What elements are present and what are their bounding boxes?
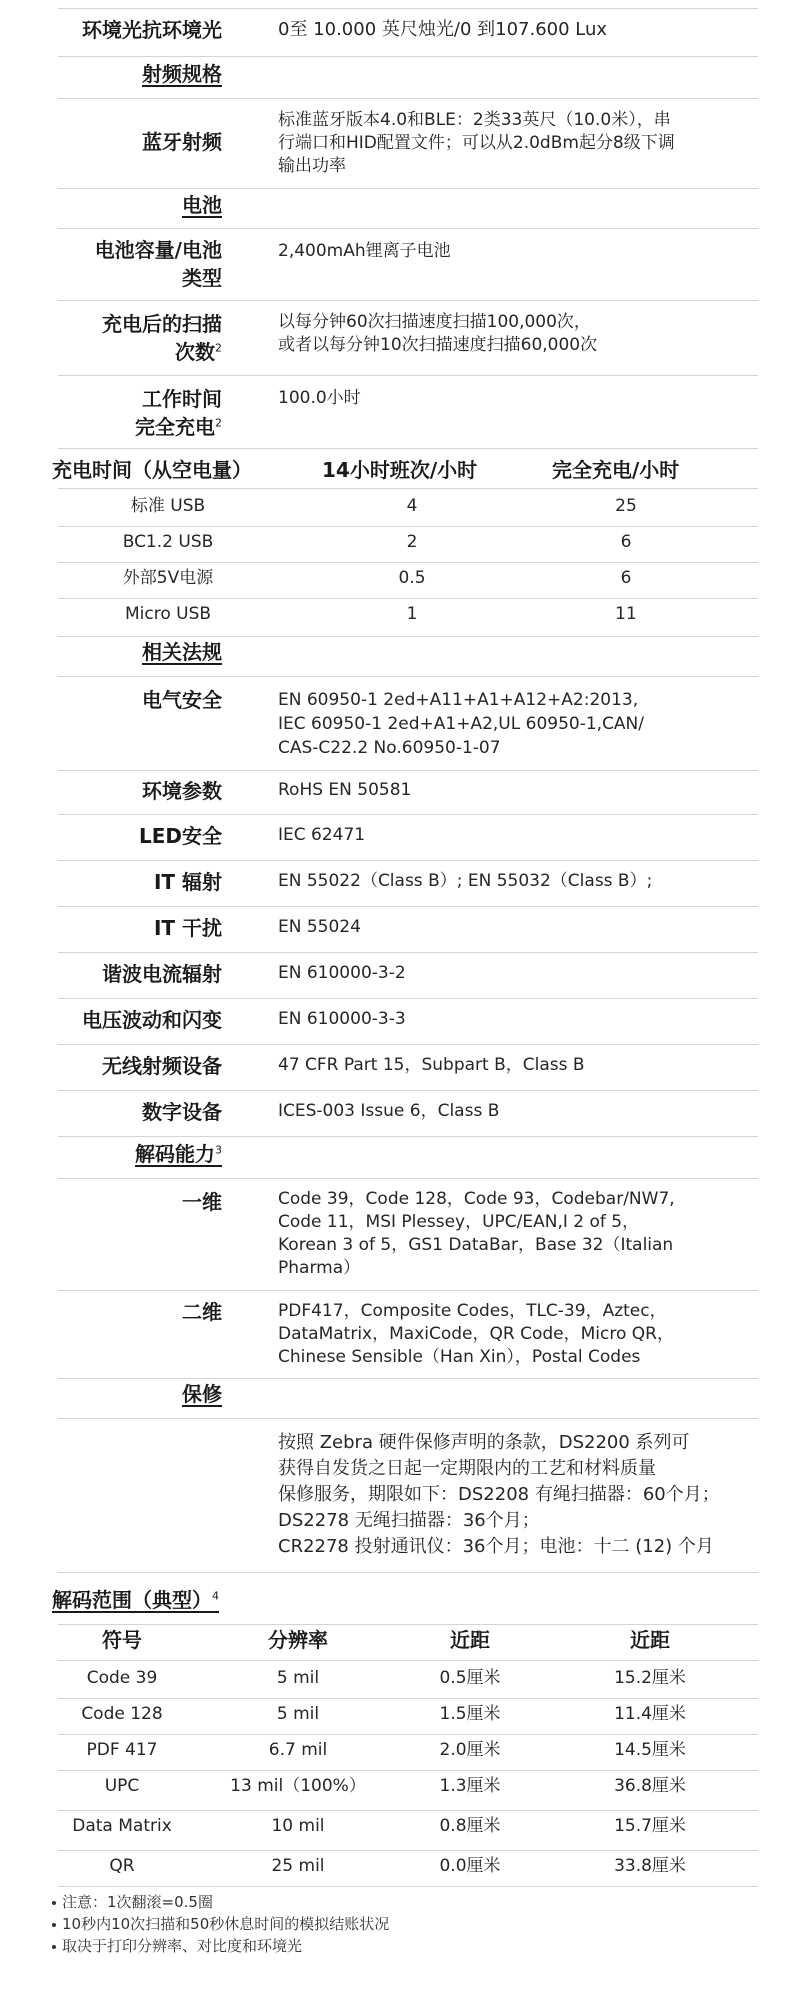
bullet-icon	[52, 1923, 56, 1927]
regulatory-item-label: 电气安全	[142, 688, 222, 712]
two-d-label: 二维	[182, 1300, 222, 1324]
divider	[58, 1572, 758, 1573]
divider	[58, 1044, 758, 1045]
divider	[58, 814, 758, 815]
divider	[58, 448, 758, 449]
regulatory-item-value: IEC 62471	[278, 825, 366, 845]
decode-section-title: 解码能力$^3$	[135, 1142, 222, 1166]
charge-table-header-2: 14小时班次/小时	[322, 458, 478, 482]
ambient-light-label: 环境光抗环境光	[82, 18, 222, 42]
divider	[58, 998, 758, 999]
regulatory-item-label: IT 辐射	[153, 870, 222, 894]
regulatory-item-label: LED安全	[138, 824, 222, 848]
scans-per-charge-value: 以每分钟60次扫描速度扫描100,000次， 或者以每分钟10次扫描速度扫描60,000次	[278, 312, 598, 355]
divider	[58, 1290, 758, 1291]
regulatory-item-label: 谐波电流辐射	[102, 962, 222, 986]
divider	[58, 98, 758, 99]
decode-range-header-resolution: 分辨率	[268, 1628, 328, 1652]
one-d-label: 一维	[182, 1190, 222, 1214]
divider	[58, 56, 758, 57]
battery-section-title: 电池	[182, 193, 222, 217]
divider	[58, 1378, 758, 1379]
decode-range-header-far: 近距	[630, 1628, 670, 1652]
divider	[58, 1698, 758, 1699]
bluetooth-value: 标准蓝牙版本4.0和BLE：2类33英尺（10.0米），串 行端口和HID配置文件；可以从2.0dBm起分8级下调 输出功率	[278, 110, 675, 176]
divider	[58, 1660, 758, 1661]
ambient-light-value: 0至 10.000 英尺烛光/0 到107.600 Lux	[278, 19, 608, 40]
divider	[58, 488, 758, 489]
regulatory-item-label: 无线射频设备	[102, 1054, 222, 1078]
divider	[58, 676, 758, 677]
regulatory-item-value: RoHS EN 50581	[278, 780, 412, 800]
divider	[58, 188, 758, 189]
regulatory-item-value: 47 CFR Part 15，Subpart B，Class B	[278, 1055, 585, 1075]
divider	[58, 8, 758, 9]
decode-range-title: 解码范围（典型）$^4$	[52, 1588, 219, 1612]
divider	[58, 906, 758, 907]
divider	[58, 1770, 758, 1771]
divider	[58, 1886, 758, 1887]
divider	[58, 952, 758, 953]
divider	[58, 770, 758, 771]
divider	[58, 562, 758, 563]
footnote: 取决于打印分辨率、对比度和环境光	[52, 1936, 302, 1956]
divider	[58, 1734, 758, 1735]
regulatory-item-value: EN 55022（Class B）; EN 55032（Class B）;	[278, 871, 653, 891]
regulatory-item-value: EN 610000-3-2	[278, 963, 406, 983]
scans-per-charge-label: 充电后的扫描 次数$^2$	[102, 312, 222, 364]
divider	[58, 598, 758, 599]
divider	[58, 300, 758, 301]
bullet-icon	[52, 1945, 56, 1949]
divider	[58, 1624, 758, 1625]
one-d-value: Code 39，Code 128，Code 93，Codebar/NW7, Code 11，MSI Plessey，UPC/EAN,I 2 of 5， Korean 3 of 5，GS1 DataBar，Base 32（Italian Pharma）	[278, 1189, 675, 1278]
divider	[58, 1090, 758, 1091]
battery-capacity-value: 2,400mAh锂离子电池	[278, 241, 451, 261]
runtime-value: 100.0小时	[278, 388, 361, 408]
bluetooth-label: 蓝牙射频	[142, 130, 222, 154]
divider	[58, 1850, 758, 1851]
regulatory-item-value: ICES-003 Issue 6，Class B	[278, 1101, 500, 1121]
rf-section-title: 射频规格	[142, 62, 222, 86]
divider	[58, 1810, 758, 1811]
warranty-value: 按照 Zebra 硬件保修声明的条款，DS2200 系列可 获得自发货之日起一定期限内的工艺和材料质量 保修服务，期限如下：DS2208 有绳扫描器：60个月； DS2278 无绳扫描器：36个月； CR2278 投射通讯仪：36个月；电池：十二 (12) 个月	[278, 1432, 720, 1557]
runtime-label: 工作时间 完全充电$^2$	[135, 387, 222, 439]
footnote: 注意：1次翻滚=0.5圈	[52, 1892, 213, 1912]
divider	[58, 1418, 758, 1419]
decode-range-header-near: 近距	[450, 1628, 490, 1652]
decode-range-header-symbol: 符号	[102, 1628, 142, 1652]
footnote: 10秒内10次扫描和50秒休息时间的模拟结账状况	[52, 1914, 389, 1934]
battery-capacity-label: 电池容量/电池 类型	[94, 238, 222, 290]
divider	[58, 636, 758, 637]
bullet-icon	[52, 1901, 56, 1905]
divider	[58, 228, 758, 229]
regulatory-item-value: EN 60950-1 2ed+A11+A1+A12+A2:2013, IEC 60950-1 2ed+A1+A2,UL 60950-1,CAN/ CAS-C22.2 No.60950-1-07	[278, 690, 645, 758]
regulatory-item-label: 环境参数	[142, 779, 222, 803]
spec-sheet: 环境光抗环境光 0至 10.000 英尺烛光/0 到107.600 Lux 射频规格 蓝牙射频 标准蓝牙版本4.0和BLE：2类33英尺（10.0米），串 行端口和HID配置文件；可以从2.0dBm起分8级下调 输出功率 电池 电池容量/电池 类型 2,400mAh锂离子电池 充电后的扫描 次数$^2$ 以每分钟60次扫描速度扫描100,000次， 或者以每分钟10次扫描速度扫描60,000次 工作时间 完全充电$^2$ 100.0小时 充电时间（从空电量） 14小时班次/小时 完全充电/小时 标准 USB 4 25 BC1.2 USB 2 6 外部5V电源 0.5 6 Micro USB 1 11 相关法规 电气安全 EN 60950-1 2ed+A11+A1+A12+A2:2013, IEC 60950-1 2ed+A1+A2,UL 60950-1,CAN/ CAS-C22.2 No.60950-1-07 环境参数 RoHS EN 50581 LED安全 IEC 62471 IT 辐射 EN 55022（Class B）; EN 55032（Class B）; IT 干扰 EN 55024 谐波电流辐射 EN 610000-3-2 电压波动和闪变 EN 610000-3-3 无线射频设备 47 CFR Part 15，Subpart B，Class B 数字设备 ICES-003 Issue 6，Class B 解码能力$^3$ 一维 Code 39，Code 128，Code 93，Codebar/NW7, Code 11，MSI Plessey，UPC/EAN,I 2 of 5， Korean 3 of 5，GS1 DataBar，Base 32（Italian Pharma） 二维 PDF417，Composite Codes，TLC-39，Aztec， DataMatrix，MaxiCode，QR Code，Micro QR， Chinese Sensible（Han Xin），Postal Codes 保修 按照 Zebra 硬件保修声明的条款，DS2200 系列可 获得自发货之日起一定期限内的工艺和材料质量 保修服务，期限如下：DS2208 有绳扫描器：60个月； DS2278 无绳扫描器：36个月； CR2278 投射通讯仪：36个月；电池：十二 (12) 个月 解码范围（典型）$^4$ 符号 分辨率 近距 近距 Code 39 5 mil 0.5厘米 15.2厘米 Code 128 5 mil 1.5厘米 11.4厘米 PDF 417 6.7 mil 2.0厘米 14.5厘米 UPC 13 mil（100%） 1.3厘米 36.8厘米 Data Matrix 10 mil 0.8厘米 15.7厘米 QR 25 mil 0.0厘米 33.8厘米 注意：1次翻滚=0.5圈 10秒内10次扫描和50秒休息时间的模拟结账状况 取决于打印分辨率、对比度和环境光	[0, 0, 790, 1989]
divider	[58, 1136, 758, 1137]
regulatory-section-title: 相关法规	[142, 640, 222, 664]
regulatory-item-label: IT 干扰	[153, 916, 222, 940]
charge-table-header-1: 充电时间（从空电量）	[52, 458, 252, 482]
charge-table-header-3: 完全充电/小时	[552, 458, 680, 482]
regulatory-item-value: EN 610000-3-3	[278, 1009, 406, 1029]
divider	[58, 1178, 758, 1179]
two-d-value: PDF417，Composite Codes，TLC-39，Aztec， DataMatrix，MaxiCode，QR Code，Micro QR， Chinese Sensible（Han Xin），Postal Codes	[278, 1301, 674, 1367]
divider	[58, 375, 758, 376]
warranty-section-title: 保修	[182, 1382, 222, 1406]
divider	[58, 526, 758, 527]
regulatory-item-value: EN 55024	[278, 917, 361, 937]
regulatory-item-label: 电压波动和闪变	[82, 1008, 222, 1032]
divider	[58, 860, 758, 861]
regulatory-item-label: 数字设备	[142, 1100, 222, 1124]
